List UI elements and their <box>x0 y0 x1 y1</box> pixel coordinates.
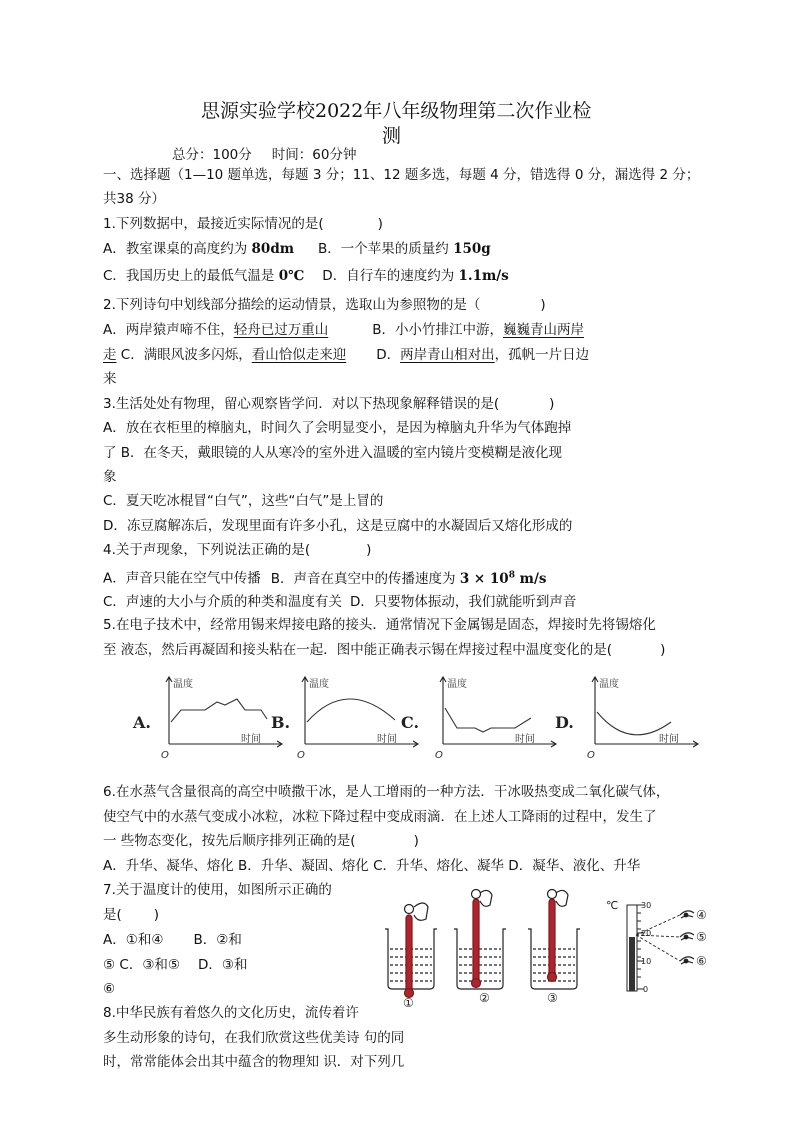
question-3-option-c: C．夏天吃冰棍冒“白气”，这些“白气”是上冒的 <box>103 493 384 509</box>
svg-text:温度: 温度 <box>309 679 329 690</box>
graph-c-label: C. <box>401 713 420 732</box>
svg-text:时间: 时间 <box>377 734 397 745</box>
question-1-options-cd <box>103 267 509 285</box>
figure-label-1: ① <box>403 996 414 1010</box>
question-5-graphs <box>125 672 705 764</box>
option-c: ⑤ C．③和⑤ <box>103 957 181 973</box>
svg-text:30: 30 <box>641 901 652 910</box>
svg-text:时间: 时间 <box>659 734 679 745</box>
option-d: D．只要物体振动，我们就能听到声音 <box>349 594 577 610</box>
option-a: A．两岸猿声啼不住，轻舟已过万重山 <box>103 322 329 338</box>
question-3-option-d: D．冻豆腐解冻后，发现里面有许多小孔，这是豆腐中的水凝固后又熔化形成的 <box>103 518 573 534</box>
question-8-stem: 8.中华民族有着悠久的文化历史，流传着许 <box>103 1005 359 1021</box>
svg-text:时间: 时间 <box>515 734 535 745</box>
option-d: D．两岸青山相对出，孤帆一片日边 <box>376 347 590 363</box>
svg-text:O: O <box>161 750 169 761</box>
option-c: C．声速的大小与介质的种类和温度有关 <box>103 594 342 610</box>
eye-label-6: ⑥ <box>696 954 707 968</box>
total-score: 总分：100分 <box>172 147 252 163</box>
question-8-stem-end: 时，常常能体会出其中蕴含的物理知 识．对下列几 <box>103 1054 405 1070</box>
page-title-continued: 测 <box>382 125 402 147</box>
option-a: A．教室课桌的高度约为 80dm <box>103 241 295 257</box>
svg-text:温度: 温度 <box>173 679 193 690</box>
question-1-options-ab <box>103 240 491 258</box>
question-6-stem: 6.在水蒸气含量很高的高空中喷撒干冰，是人工增雨的一种方法．干冰吸热变成二氧化碳气体， <box>103 784 670 800</box>
svg-text:10: 10 <box>641 957 652 966</box>
graph-a-label: A. <box>133 713 151 732</box>
section-heading-continued: 共38 分） <box>103 191 165 207</box>
question-7-options-cd <box>103 956 248 974</box>
question-7-stem-continued: 是( ) <box>103 907 160 923</box>
svg-text:O: O <box>297 750 305 761</box>
question-3-option-b-continued: 象 <box>103 469 117 485</box>
option-a: A．①和④ <box>103 932 164 948</box>
graph-b-label: B. <box>271 713 291 732</box>
thermometer-scale <box>606 899 707 994</box>
question-6-options: A．升华、凝华、熔化 B．升华、凝固、熔化 C．升华、熔化、凝华 D．凝华、液化、升华 <box>103 858 641 874</box>
question-4-options-ab <box>103 566 547 588</box>
beaker-1 <box>385 903 437 998</box>
option-c: C．我国历史上的最低气温是 0℃ <box>103 268 305 284</box>
question-4-options-cd <box>103 593 576 611</box>
question-2-stem: 2.下列诗句中划线部分描绘的运动情景，选取山为参照物的是（ ) <box>103 297 546 313</box>
option-d: D．自行车的速度约为 1.1m/s <box>322 268 509 284</box>
question-3-option-a: A．放在衣柜里的樟脑丸，时间久了会明显变小，是因为樟脑丸升华为气体跑掉 <box>103 420 572 436</box>
question-1-stem: 1.下列数据中，最接近实际情况的是( ) <box>103 216 383 232</box>
svg-text:时间: 时间 <box>241 734 261 745</box>
option-a: A．声音只能在空气中传播 <box>103 570 261 587</box>
svg-text:O: O <box>435 750 443 761</box>
question-3-stem: 3.生活处处有物理，留心观察皆学问．对以下热现象解释错误的是( ) <box>103 396 555 412</box>
option-b: B．声音在真空中的传播速度为 $3 \times 10^8$ m/s <box>270 570 547 587</box>
question-6-stem-end: 一 些物态变化，按先后顺序排列正确的是( ) <box>103 833 419 849</box>
option-b: B．一个苹果的质量约 150g <box>318 241 491 257</box>
svg-text:温度: 温度 <box>447 679 467 690</box>
question-7-stem: 7.关于温度计的使用，如图所示正确的 <box>103 882 332 898</box>
question-2-options-cd: 走 C．满眼风波多闪烁，看山恰似走来迎 D．两岸青山相对出，孤帆一片日边 <box>103 347 590 363</box>
svg-text:20: 20 <box>641 929 652 938</box>
svg-text:O: O <box>587 750 595 761</box>
option-b: B．小小竹排江中游，巍巍青山两岸 <box>372 322 585 338</box>
option-c: C．满眼风波多闪烁，看山恰似走来迎 <box>116 347 347 363</box>
option-b: B．②和 <box>193 932 242 948</box>
beaker-2 <box>454 890 506 990</box>
beaker-3 <box>528 890 580 990</box>
section-heading: 一、选择题（1—10 题单选，每题 3 分；11、12 题多选，每题 4 分，错选得 0 分，漏选得 2 分； <box>103 167 700 183</box>
figure-label-3: ③ <box>547 991 558 1005</box>
eye-label-4: ④ <box>696 908 707 922</box>
option-d: D．③和 <box>198 957 248 973</box>
question-7-options-ab <box>103 931 242 949</box>
time-limit: 时间：60分钟 <box>271 147 357 163</box>
question-3-option-b: 了 B．在冬天，戴眼镜的人从寒冷的室外进入温暖的室内镜片变模糊是液化现 <box>103 445 563 461</box>
thermo-unit: ℃ <box>606 899 619 912</box>
eye-icon <box>680 911 694 964</box>
question-8-stem-continued: 多生动形象的诗句，在我们欣赏这些优美诗 句的同 <box>103 1030 405 1046</box>
thermometer-figure <box>380 885 710 1010</box>
svg-text:温度: 温度 <box>599 679 619 690</box>
question-7-options-end: ⑥ <box>103 981 116 997</box>
page-title: 思源实验学校2022年八年级物理第二次作业检 <box>201 100 592 122</box>
svg-text:0: 0 <box>643 985 649 994</box>
graph-d-label: D. <box>555 713 574 732</box>
score-line <box>172 146 356 164</box>
question-2-continued: 来 <box>103 371 117 387</box>
question-5-stem: 5.在电子技术中，经常用锡来焊接电路的接头．通常情况下金属锡是固态，焊接时先将锡熔化 <box>103 617 656 633</box>
question-6-stem-continued: 使空气中的水蒸气变成小冰粒，冰粒下降过程中变成雨滴．在上述人工降雨的过程中，发生了 <box>103 809 657 825</box>
question-4-stem: 4.关于声现象，下列说法正确的是( ) <box>103 542 372 558</box>
question-5-stem-continued: 至 液态，然后再凝固和接头粘在一起．图中能正确表示锡在焊接过程中温度变化的是( ) <box>103 642 666 658</box>
question-2-options-ab <box>103 321 584 339</box>
eye-label-5: ⑤ <box>696 930 707 944</box>
figure-label-2: ② <box>479 991 490 1005</box>
